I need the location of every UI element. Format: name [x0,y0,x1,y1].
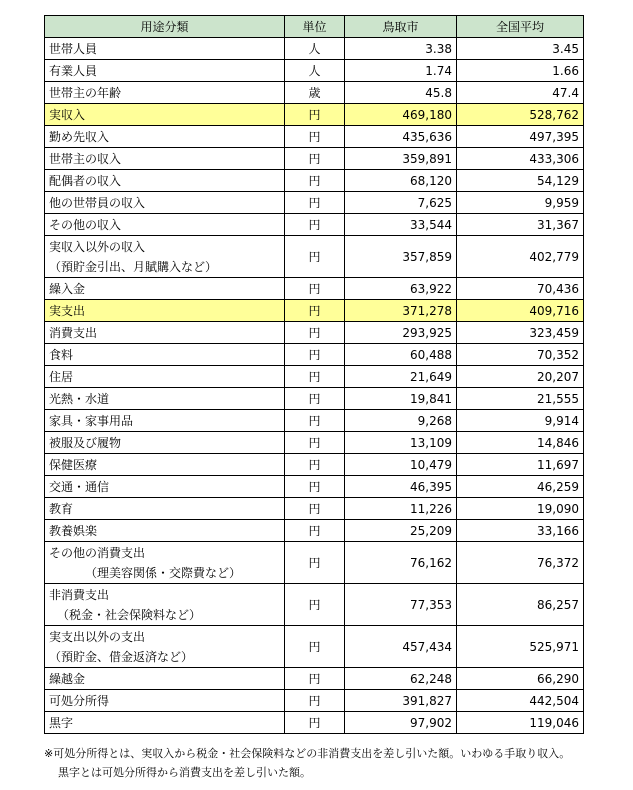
row-label [45,476,285,498]
row-tottori-value: 435,636 [345,126,457,148]
row-label [45,126,285,148]
row-label-text: 繰越金 [49,671,86,686]
row-unit: 円 [285,668,345,690]
footnotes [44,744,633,782]
row-label-text: 光熱・水道 [49,391,110,406]
row-national-value: 31,367 [457,214,584,236]
row-tottori-value: 33,544 [345,214,457,236]
row-label-text: 消費支出 [49,325,98,340]
row-label-text: 実支出 [49,303,86,318]
row-label-text: 繰入金 [49,281,86,296]
row-unit: 円 [285,520,345,542]
table-row [45,432,584,454]
row-national-value: 442,504 [457,690,584,712]
row-unit: 円 [285,148,345,170]
row-tottori-value: 293,925 [345,322,457,344]
row-tottori-value: 391,827 [345,690,457,712]
row-label-text: 配偶者の収入 [49,173,122,188]
row-label-text: 交通・通信 [49,479,110,494]
row-label-text: 保健医療 [49,457,98,472]
row-label-text: 可処分所得 [49,693,110,708]
row-unit: 円 [285,542,345,584]
row-national-value: 402,779 [457,236,584,278]
table-row [45,476,584,498]
row-label-text: 他の世帯員の収入 [49,195,146,210]
row-tottori-value: 3.38 [345,38,457,60]
table-row [45,542,584,584]
row-label [45,192,285,214]
row-unit: 円 [285,192,345,214]
row-unit: 円 [285,626,345,668]
row-label [45,388,285,410]
row-label [45,626,285,668]
row-label [45,366,285,388]
row-tottori-value: 10,479 [345,454,457,476]
row-label [45,300,285,322]
row-unit: 円 [285,214,345,236]
row-unit: 円 [285,712,345,734]
row-label-note: （税金・社会保険料など） [57,607,202,622]
table-row [45,104,584,126]
table-row [45,498,584,520]
table-row [45,410,584,432]
footnote-disposable-income: ※可処分所得とは、実収入から税金・社会保険料などの非消費支出を差し引いた額。いわゆる手取り収入。 [44,747,571,760]
row-tottori-value: 457,434 [345,626,457,668]
row-label [45,690,285,712]
row-tottori-value: 469,180 [345,104,457,126]
table-row [45,322,584,344]
row-unit: 円 [285,300,345,322]
row-tottori-value: 13,109 [345,432,457,454]
row-tottori-value: 97,902 [345,712,457,734]
row-unit: 円 [285,104,345,126]
table-row [45,236,584,278]
row-unit: 人 [285,60,345,82]
row-label [45,712,285,734]
table-row [45,170,584,192]
row-label-text: 非消費支出 [49,587,110,602]
row-label-text: 黒字 [49,715,74,730]
row-unit: 人 [285,38,345,60]
table-row [45,344,584,366]
header-unit: 単位 [285,16,345,38]
row-national-value: 66,290 [457,668,584,690]
row-label [45,82,285,104]
household-budget-table [44,15,584,734]
row-label [45,38,285,60]
row-national-value: 409,716 [457,300,584,322]
header-category: 用途分類 [45,16,285,38]
table-row [45,300,584,322]
row-tottori-value: 25,209 [345,520,457,542]
row-national-value: 11,697 [457,454,584,476]
row-national-value: 14,846 [457,432,584,454]
row-tottori-value: 62,248 [345,668,457,690]
row-unit: 円 [285,388,345,410]
row-label [45,148,285,170]
row-unit: 円 [285,126,345,148]
row-label-text: 実収入以外の収入 [49,239,146,254]
row-label-text: 食料 [49,347,74,362]
row-national-value: 19,090 [457,498,584,520]
row-unit: 円 [285,236,345,278]
row-label-note: （預貯金、借金返済など） [49,649,194,664]
row-tottori-value: 68,120 [345,170,457,192]
row-unit: 円 [285,690,345,712]
row-tottori-value: 359,891 [345,148,457,170]
row-national-value: 528,762 [457,104,584,126]
row-tottori-value: 46,395 [345,476,457,498]
table-row [45,214,584,236]
row-national-value: 3.45 [457,38,584,60]
row-label [45,454,285,476]
row-tottori-value: 371,278 [345,300,457,322]
row-label-note: （理美容関係・交際費など） [85,565,242,580]
table-row [45,126,584,148]
row-label [45,214,285,236]
row-national-value: 9,914 [457,410,584,432]
row-tottori-value: 76,162 [345,542,457,584]
table-row [45,38,584,60]
row-label-text: 世帯主の収入 [49,151,122,166]
table-row [45,668,584,690]
row-label-note: （預貯金引出、月賦購入など） [49,259,218,274]
row-label [45,520,285,542]
table-row [45,626,584,668]
table-row [45,148,584,170]
row-unit: 円 [285,322,345,344]
row-label-text: その他の収入 [49,217,122,232]
row-label [45,410,285,432]
row-label-text: 被服及び履物 [49,435,122,450]
row-label-text: 教育 [49,501,74,516]
row-national-value: 433,306 [457,148,584,170]
row-national-value: 20,207 [457,366,584,388]
table-row [45,192,584,214]
row-label-text: その他の消費支出 [49,545,146,560]
row-unit: 円 [285,432,345,454]
table-row [45,278,584,300]
row-label-text: 世帯人員 [49,41,98,56]
row-unit: 円 [285,344,345,366]
row-label [45,170,285,192]
row-unit: 円 [285,410,345,432]
row-national-value: 525,971 [457,626,584,668]
row-tottori-value: 77,353 [345,584,457,626]
row-unit: 円 [285,476,345,498]
row-unit: 円 [285,366,345,388]
table-row [45,712,584,734]
header-row [45,16,584,38]
row-label [45,104,285,126]
row-unit: 円 [285,170,345,192]
table-row [45,584,584,626]
row-national-value: 323,459 [457,322,584,344]
header-national: 全国平均 [457,16,584,38]
row-tottori-value: 21,649 [345,366,457,388]
row-label [45,344,285,366]
row-tottori-value: 45.8 [345,82,457,104]
row-national-value: 70,352 [457,344,584,366]
row-label-text: 世帯主の年齢 [49,85,122,100]
row-label [45,498,285,520]
row-label-text: 実支出以外の支出 [49,629,146,644]
row-tottori-value: 63,922 [345,278,457,300]
row-tottori-value: 19,841 [345,388,457,410]
row-tottori-value: 60,488 [345,344,457,366]
row-label-text: 家具・家事用品 [49,413,134,428]
row-national-value: 70,436 [457,278,584,300]
row-tottori-value: 9,268 [345,410,457,432]
row-national-value: 54,129 [457,170,584,192]
row-label [45,236,285,278]
row-tottori-value: 1.74 [345,60,457,82]
row-label-text: 実収入 [49,107,86,122]
row-unit: 円 [285,454,345,476]
row-national-value: 9,959 [457,192,584,214]
row-tottori-value: 7,625 [345,192,457,214]
row-national-value: 119,046 [457,712,584,734]
row-unit: 円 [285,584,345,626]
row-label-text: 教養娯楽 [49,523,98,538]
row-national-value: 1.66 [457,60,584,82]
row-tottori-value: 357,859 [345,236,457,278]
table-row [45,82,584,104]
row-national-value: 47.4 [457,82,584,104]
table-row [45,690,584,712]
row-unit: 円 [285,498,345,520]
table-row [45,454,584,476]
table-row [45,366,584,388]
row-national-value: 46,259 [457,476,584,498]
row-label [45,584,285,626]
row-label-text: 住居 [49,369,74,384]
row-national-value: 497,395 [457,126,584,148]
row-label [45,60,285,82]
row-unit: 円 [285,278,345,300]
row-tottori-value: 11,226 [345,498,457,520]
row-label [45,432,285,454]
footnote-surplus: 黒字とは可処分所得から消費支出を差し引いた額。 [58,766,311,779]
row-label [45,668,285,690]
row-label [45,278,285,300]
table-row [45,60,584,82]
row-national-value: 33,166 [457,520,584,542]
table-body [45,38,584,734]
row-unit: 歳 [285,82,345,104]
header-tottori: 鳥取市 [345,16,457,38]
row-national-value: 76,372 [457,542,584,584]
row-label [45,322,285,344]
table-row [45,388,584,410]
row-label-text: 有業人員 [49,63,98,78]
table-row [45,520,584,542]
row-label-text: 勤め先収入 [49,129,110,144]
row-national-value: 21,555 [457,388,584,410]
row-national-value: 86,257 [457,584,584,626]
row-label [45,542,285,584]
